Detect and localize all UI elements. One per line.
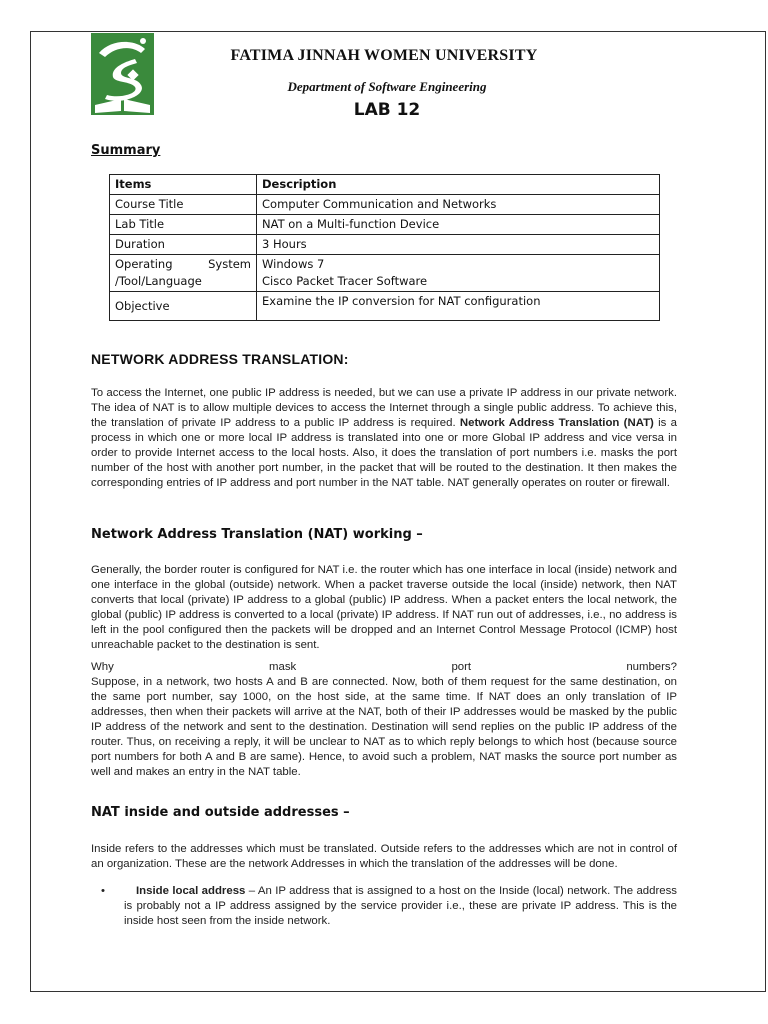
table-header-row [110,175,660,195]
row-desc-os [257,255,660,292]
department-name: Department of Software Engineering [287,79,487,94]
section1-bold-term: Network Address Translation (NAT) [459,417,654,429]
row-desc-objective: Examine the IP conversion for NAT configuration [257,292,660,321]
lab-title: LAB 12 [353,100,421,120]
table-row [110,255,660,292]
section2-paragraph-2 [91,660,677,780]
list-item [101,884,677,929]
section2-heading: Network Address Translation (NAT) working – [91,527,423,542]
table-row [110,292,660,321]
why-line [91,660,677,675]
section1-paragraph [91,386,677,491]
os-label-c: /Tool/Language [115,274,202,288]
university-title: FATIMA JINNAH WOMEN UNIVERSITY [230,47,538,64]
header-items: Items [110,175,257,195]
section1-text-b: is a process in which one or more local IP address is translated into one or more Global IP address and vice versa in order to provide Internet access to the local hosts. Also, it does the translation of port numbers i.e. masks the port number of the host with another port number, in the packet that will be routed to the destination. It then makes the corresponding entries of IP address and port number in the NAT table. NAT generally operates on router or firewall. [91,417,678,489]
section3-heading: NAT inside and outside addresses – [91,805,350,820]
row-desc: Computer Communication and Networks [257,195,660,215]
os-label-a: Operating [115,257,173,271]
section1-heading: NETWORK ADDRESS TRANSLATION: [91,351,349,367]
os-label-b: System [208,257,251,271]
why-word: port [451,661,472,673]
section2-paragraph-1: Generally, the border router is configured for NAT i.e. the router which has one interface in local (inside) network and one interface in the global (outside) network. When a packet traverse outside the local (inside) network, then NAT converts that local (private) IP address to a global (public) IP address. When a packet enters the local network, the global (public) IP address is converted to a local (private) IP address. If NAT run out of addresses, i.e., no address is left in the pool configured then the packets will be dropped and an Internet Control Message Protocol (ICMP) host unreachable packet to the destination is sent. [91,564,677,651]
table-row [110,235,660,255]
section3-paragraph: Inside refers to the addresses which must be translated. Outside refers to the addresses which are not in control of an organization. These are the network Addresses in which the translation of the addresses will be done. [91,843,677,870]
row-desc: 3 Hours [257,235,660,255]
row-desc: NAT on a Multi-function Device [257,215,660,235]
summary-heading: Summary [91,143,161,158]
row-item: Course Title [110,195,257,215]
os-desc-1: Windows 7 [262,257,325,271]
why-word: numbers? [626,661,677,673]
why-word: Why [91,661,114,673]
row-item: Duration [110,235,257,255]
row-item-os [110,255,257,292]
table-row [110,195,660,215]
bullet-text [124,884,677,929]
section1-text-a: To access the Internet, one public IP address is needed, but we can use a private IP address in our private network. The idea of NAT is to allow multiple devices to access the Internet through a single public address. To achieve this, the translation of private IP address to a public IP address is required. [91,387,677,429]
section2-text: Suppose, in a network, two hosts A and B are connected. Now, both of them request for the same destination, on the same port number, say 1000, on the host side, at the same time. If NAT does an only translation of IP addresses, then when their packets will arrive at the NAT, both of their IP addresses would be masked by the public IP address of the network and sent to the destination. Destination will send replies on the public IP address of the router. Thus, on receiving a reply, it will be unclear to NAT as to which reply belongs to which host (because source port numbers for both A and B are same). Hence, to avoid such a problem, NAT masks the source port number as well and makes an entry in the NAT table. [91,676,677,778]
table-row [110,215,660,235]
bullet-icon: • [101,885,105,897]
bullet-description: – An IP address that is assigned to a host on the Inside (local) network. The address is probably not a IP address assigned by the service provider i.e., these are private IP address. This is the inside host seen from the inside network. [124,885,677,927]
summary-table [109,174,660,321]
why-word: mask [269,661,297,673]
os-desc-2: Cisco Packet Tracer Software [262,274,428,288]
row-item-objective: Objective [110,292,257,321]
row-item: Lab Title [110,215,257,235]
bullet-bold-term: Inside local address [136,885,246,897]
header-description: Description [257,175,660,195]
